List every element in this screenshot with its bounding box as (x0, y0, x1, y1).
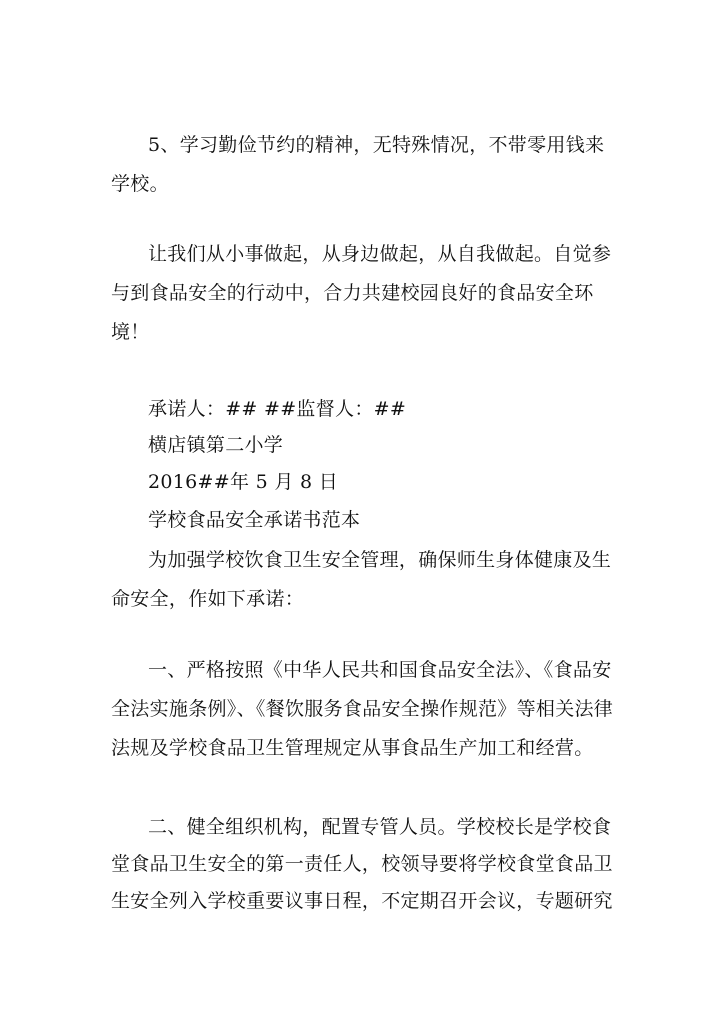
date-line: 2016##年 5 月 8 日 (148, 471, 339, 493)
item-1-line-2: 全法实施条例》、《餐饮服务食品安全操作规范》等相关法律 (111, 698, 614, 720)
signatory-line: 承诺人：## ##监督人：## (148, 398, 407, 420)
appeal-line-3: 境！ (111, 321, 150, 343)
paragraph-5-line-2: 学校。 (111, 173, 169, 195)
item-2-line-3: 生安全列入学校重要议事日程，不定期召开会议，专题研究 (111, 890, 613, 912)
item-2-line-1: 二、健全组织机构，配置专管人员。学校校长是学校食 (148, 816, 612, 838)
item-1-line-3: 法规及学校食品卫生管理规定从事食品生产加工和经营。 (111, 737, 594, 759)
school-name: 横店镇第二小学 (148, 434, 284, 456)
section-title: 学校食品安全承诺书范本 (148, 509, 361, 531)
appeal-line-2: 与到食品安全的行动中，合力共建校园良好的食品安全环 (111, 282, 594, 304)
appeal-line-1: 让我们从小事做起，从身边做起，从自我做起。自觉参 (148, 243, 612, 265)
item-2-line-2: 堂食品卫生安全的第一责任人，校领导要将学校食堂食品卫 (111, 853, 613, 875)
intro-line-2: 命安全，作如下承诺： (111, 588, 305, 610)
paragraph-5-line-1: 5、学习勤俭节约的精神，无特殊情况，不带零用钱来 (148, 134, 605, 156)
intro-line-1: 为加强学校饮食卫生安全管理，确保师生身体健康及生 (148, 549, 612, 571)
item-1-line-1: 一、严格按照《中华人民共和国食品安全法》、《食品安 (148, 659, 612, 681)
